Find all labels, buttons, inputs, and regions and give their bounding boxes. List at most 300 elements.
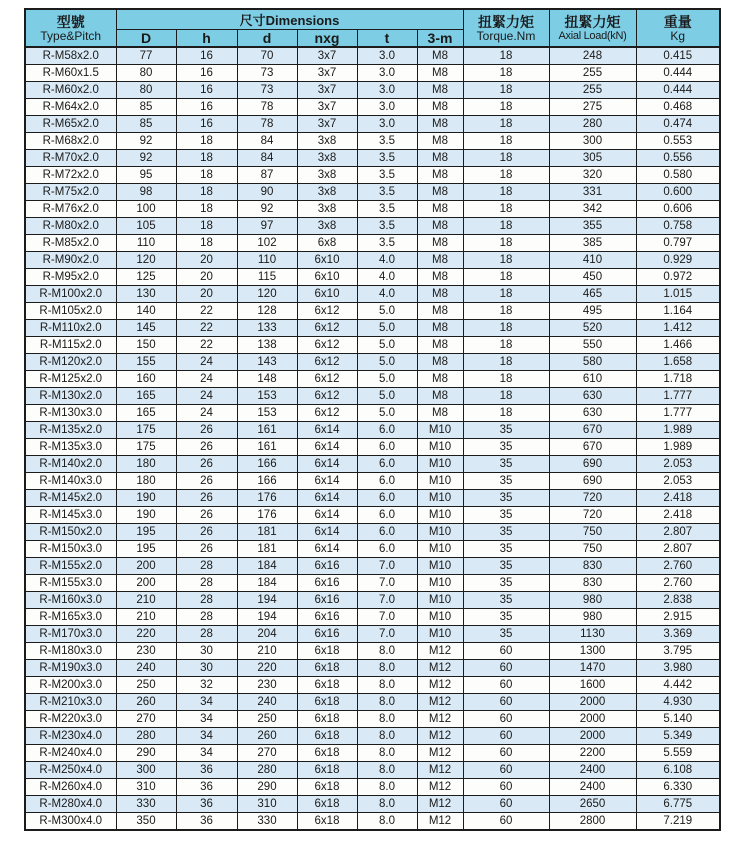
cell-d: 176	[237, 507, 297, 524]
cell-nxg: 3x8	[297, 133, 357, 150]
cell-nxg: 6x18	[297, 728, 357, 745]
cell-D: 100	[116, 201, 176, 218]
cell-weight-kg: 5.140	[636, 711, 720, 728]
cell-axial-load-kn: 2400	[549, 762, 636, 779]
cell-3-m: M10	[417, 507, 463, 524]
cell-torque-nm: 35	[463, 609, 549, 626]
cell-D: 92	[116, 150, 176, 167]
cell-h: 18	[176, 133, 237, 150]
cell-nxg: 6x18	[297, 660, 357, 677]
cell-3-m: M8	[417, 150, 463, 167]
table-row	[25, 524, 720, 541]
cell-t: 3.5	[357, 201, 417, 218]
cell-D: 195	[116, 541, 176, 558]
table-row	[25, 337, 720, 354]
cell-axial-load-kn: 450	[549, 269, 636, 286]
cell-t: 4.0	[357, 269, 417, 286]
cell-axial-load-kn: 830	[549, 558, 636, 575]
cell-h: 36	[176, 813, 237, 831]
cell-nxg: 6x16	[297, 609, 357, 626]
cell-h: 36	[176, 779, 237, 796]
cell-h: 34	[176, 745, 237, 762]
cell-3-m: M12	[417, 728, 463, 745]
table-row	[25, 286, 720, 303]
cell-weight-kg: 0.444	[636, 82, 720, 99]
cell-nxg: 3x7	[297, 65, 357, 82]
cell-nxg: 6x18	[297, 779, 357, 796]
cell-type: R-M230x4.0	[25, 728, 116, 745]
cell-d: 240	[237, 694, 297, 711]
cell-3-m: M8	[417, 269, 463, 286]
cell-3-m: M12	[417, 762, 463, 779]
cell-h: 16	[176, 82, 237, 99]
cell-h: 30	[176, 643, 237, 660]
cell-d: 148	[237, 371, 297, 388]
cell-nxg: 6x12	[297, 405, 357, 422]
cell-weight-kg: 0.797	[636, 235, 720, 252]
cell-axial-load-kn: 720	[549, 490, 636, 507]
cell-d: 70	[237, 47, 297, 65]
cell-nxg: 6x8	[297, 235, 357, 252]
cell-h: 34	[176, 711, 237, 728]
cell-nxg: 6x18	[297, 796, 357, 813]
cell-d: 78	[237, 99, 297, 116]
cell-weight-kg: 0.606	[636, 201, 720, 218]
cell-d: 78	[237, 116, 297, 133]
cell-type: R-M75x2.0	[25, 184, 116, 201]
cell-axial-load-kn: 2200	[549, 745, 636, 762]
cell-axial-load-kn: 2650	[549, 796, 636, 813]
cell-h: 36	[176, 762, 237, 779]
cell-t: 3.5	[357, 133, 417, 150]
table-row	[25, 422, 720, 439]
cell-torque-nm: 60	[463, 694, 549, 711]
cell-nxg: 6x12	[297, 337, 357, 354]
cell-type: R-M120x2.0	[25, 354, 116, 371]
cell-D: 195	[116, 524, 176, 541]
cell-h: 28	[176, 558, 237, 575]
cell-D: 77	[116, 47, 176, 65]
torque-header-en: Torque.Nm	[476, 28, 536, 43]
cell-nxg: 6x18	[297, 694, 357, 711]
cell-type: R-M68x2.0	[25, 133, 116, 150]
cell-torque-nm: 18	[463, 65, 549, 82]
cell-d: 97	[237, 218, 297, 235]
cell-weight-kg: 0.600	[636, 184, 720, 201]
cell-weight-kg: 2.838	[636, 592, 720, 609]
cell-d: 330	[237, 813, 297, 831]
cell-t: 5.0	[357, 405, 417, 422]
cell-nxg: 3x7	[297, 47, 357, 65]
cell-d: 153	[237, 405, 297, 422]
cell-nxg: 6x12	[297, 388, 357, 405]
cell-nxg: 6x18	[297, 813, 357, 831]
cell-t: 6.0	[357, 541, 417, 558]
table-row	[25, 439, 720, 456]
cell-t: 3.0	[357, 47, 417, 65]
cell-weight-kg: 0.415	[636, 47, 720, 65]
cell-nxg: 6x18	[297, 711, 357, 728]
cell-torque-nm: 18	[463, 354, 549, 371]
cell-type: R-M65x2.0	[25, 116, 116, 133]
cell-t: 8.0	[357, 779, 417, 796]
cell-axial-load-kn: 670	[549, 439, 636, 456]
cell-weight-kg: 1.466	[636, 337, 720, 354]
cell-t: 7.0	[357, 592, 417, 609]
axial-header-en: Axial Load(kN)	[558, 29, 627, 42]
cell-torque-nm: 18	[463, 286, 549, 303]
cell-axial-load-kn: 255	[549, 65, 636, 82]
cell-3-m: M10	[417, 592, 463, 609]
cell-t: 3.5	[357, 150, 417, 167]
cell-d: 194	[237, 609, 297, 626]
cell-D: 145	[116, 320, 176, 337]
cell-torque-nm: 18	[463, 184, 549, 201]
table-row	[25, 371, 720, 388]
cell-torque-nm: 18	[463, 337, 549, 354]
cell-axial-load-kn: 2400	[549, 779, 636, 796]
cell-weight-kg: 1.164	[636, 303, 720, 320]
cell-weight-kg: 6.775	[636, 796, 720, 813]
cell-3-m: M10	[417, 575, 463, 592]
cell-3-m: M10	[417, 541, 463, 558]
cell-D: 155	[116, 354, 176, 371]
table-row	[25, 609, 720, 626]
cell-h: 34	[176, 728, 237, 745]
table-row	[25, 626, 720, 643]
cell-t: 3.0	[357, 65, 417, 82]
cell-nxg: 6x16	[297, 575, 357, 592]
cell-h: 26	[176, 490, 237, 507]
cell-type: R-M160x3.0	[25, 592, 116, 609]
table-row	[25, 711, 720, 728]
cell-3-m: M8	[417, 337, 463, 354]
cell-3-m: M8	[417, 354, 463, 371]
cell-weight-kg: 4.442	[636, 677, 720, 694]
cell-nxg: 3x7	[297, 99, 357, 116]
cell-torque-nm: 18	[463, 388, 549, 405]
cell-3-m: M8	[417, 201, 463, 218]
cell-t: 6.0	[357, 490, 417, 507]
cell-3-m: M12	[417, 660, 463, 677]
cell-weight-kg: 5.559	[636, 745, 720, 762]
cell-3-m: M8	[417, 116, 463, 133]
cell-axial-load-kn: 2000	[549, 711, 636, 728]
cell-weight-kg: 1.718	[636, 371, 720, 388]
cell-weight-kg: 1.989	[636, 439, 720, 456]
cell-weight-kg: 2.760	[636, 558, 720, 575]
cell-d: 181	[237, 524, 297, 541]
cell-weight-kg: 0.474	[636, 116, 720, 133]
cell-weight-kg: 2.760	[636, 575, 720, 592]
table-row	[25, 677, 720, 694]
cell-d: 204	[237, 626, 297, 643]
cell-nxg: 6x10	[297, 286, 357, 303]
cell-type: R-M90x2.0	[25, 252, 116, 269]
cell-D: 310	[116, 779, 176, 796]
cell-d: 128	[237, 303, 297, 320]
table-row	[25, 643, 720, 660]
cell-h: 18	[176, 235, 237, 252]
cell-h: 22	[176, 303, 237, 320]
cell-3-m: M12	[417, 677, 463, 694]
cell-weight-kg: 3.980	[636, 660, 720, 677]
cell-3-m: M8	[417, 303, 463, 320]
cell-type: R-M85x2.0	[25, 235, 116, 252]
cell-nxg: 6x14	[297, 507, 357, 524]
cell-t: 8.0	[357, 643, 417, 660]
cell-torque-nm: 18	[463, 99, 549, 116]
cell-3-m: M10	[417, 490, 463, 507]
cell-t: 3.5	[357, 167, 417, 184]
cell-t: 6.0	[357, 473, 417, 490]
cell-weight-kg: 5.349	[636, 728, 720, 745]
cell-D: 165	[116, 388, 176, 405]
table-row	[25, 201, 720, 218]
cell-d: 270	[237, 745, 297, 762]
cell-axial-load-kn: 980	[549, 592, 636, 609]
cell-h: 26	[176, 439, 237, 456]
weight-header-cn: 重量	[663, 13, 692, 30]
cell-nxg: 6x14	[297, 439, 357, 456]
cell-torque-nm: 60	[463, 813, 549, 831]
cell-d: 166	[237, 473, 297, 490]
table-row	[25, 150, 720, 167]
cell-D: 120	[116, 252, 176, 269]
cell-weight-kg: 0.444	[636, 65, 720, 82]
cell-t: 4.0	[357, 286, 417, 303]
cell-weight-kg: 1.777	[636, 405, 720, 422]
cell-h: 26	[176, 507, 237, 524]
cell-weight-kg: 0.972	[636, 269, 720, 286]
col-header-dimensions: 尺寸Dimensions	[116, 9, 463, 30]
table-row	[25, 303, 720, 320]
cell-weight-kg: 0.556	[636, 150, 720, 167]
cell-nxg: 6x14	[297, 524, 357, 541]
cell-type: R-M300x4.0	[25, 813, 116, 831]
cell-nxg: 6x14	[297, 422, 357, 439]
cell-D: 92	[116, 133, 176, 150]
col-header-type-pitch	[25, 9, 116, 47]
col-header-weight	[636, 9, 720, 47]
cell-type: R-M72x2.0	[25, 167, 116, 184]
cell-h: 28	[176, 609, 237, 626]
cell-torque-nm: 18	[463, 47, 549, 65]
cell-torque-nm: 18	[463, 269, 549, 286]
cell-3-m: M8	[417, 388, 463, 405]
cell-weight-kg: 3.795	[636, 643, 720, 660]
cell-axial-load-kn: 342	[549, 201, 636, 218]
cell-torque-nm: 18	[463, 405, 549, 422]
cell-torque-nm: 35	[463, 592, 549, 609]
cell-axial-load-kn: 2000	[549, 694, 636, 711]
cell-axial-load-kn: 750	[549, 541, 636, 558]
cell-type: R-M64x2.0	[25, 99, 116, 116]
col-header-torque	[463, 9, 549, 47]
cell-axial-load-kn: 2000	[549, 728, 636, 745]
cell-h: 26	[176, 422, 237, 439]
cell-axial-load-kn: 255	[549, 82, 636, 99]
cell-type: R-M70x2.0	[25, 150, 116, 167]
cell-weight-kg: 1.658	[636, 354, 720, 371]
cell-3-m: M8	[417, 167, 463, 184]
cell-axial-load-kn: 690	[549, 473, 636, 490]
cell-d: 230	[237, 677, 297, 694]
cell-torque-nm: 60	[463, 779, 549, 796]
cell-D: 210	[116, 592, 176, 609]
cell-torque-nm: 18	[463, 235, 549, 252]
table-row	[25, 779, 720, 796]
col-header-D: D	[116, 30, 176, 48]
cell-d: 138	[237, 337, 297, 354]
cell-h: 22	[176, 320, 237, 337]
cell-D: 220	[116, 626, 176, 643]
cell-nxg: 6x12	[297, 303, 357, 320]
table-row	[25, 558, 720, 575]
cell-type: R-M155x3.0	[25, 575, 116, 592]
cell-type: R-M60x1.5	[25, 65, 116, 82]
cell-axial-load-kn: 280	[549, 116, 636, 133]
cell-D: 95	[116, 167, 176, 184]
cell-type: R-M80x2.0	[25, 218, 116, 235]
cell-weight-kg: 1.015	[636, 286, 720, 303]
cell-d: 184	[237, 575, 297, 592]
cell-nxg: 6x16	[297, 592, 357, 609]
table-row	[25, 762, 720, 779]
cell-t: 7.0	[357, 558, 417, 575]
cell-3-m: M8	[417, 82, 463, 99]
cell-torque-nm: 35	[463, 575, 549, 592]
cell-h: 24	[176, 405, 237, 422]
table-row	[25, 575, 720, 592]
cell-d: 176	[237, 490, 297, 507]
cell-axial-load-kn: 385	[549, 235, 636, 252]
type-header-cn: 型號	[56, 13, 85, 30]
cell-torque-nm: 35	[463, 558, 549, 575]
table-body	[25, 47, 720, 830]
cell-torque-nm: 60	[463, 762, 549, 779]
cell-3-m: M10	[417, 422, 463, 439]
cell-t: 6.0	[357, 439, 417, 456]
cell-torque-nm: 60	[463, 745, 549, 762]
cell-type: R-M190x3.0	[25, 660, 116, 677]
cell-type: R-M240x4.0	[25, 745, 116, 762]
cell-h: 24	[176, 371, 237, 388]
table-row	[25, 47, 720, 65]
cell-torque-nm: 35	[463, 626, 549, 643]
cell-axial-load-kn: 320	[549, 167, 636, 184]
cell-3-m: M8	[417, 235, 463, 252]
cell-type: R-M110x2.0	[25, 320, 116, 337]
cell-axial-load-kn: 670	[549, 422, 636, 439]
cell-type: R-M150x3.0	[25, 541, 116, 558]
cell-torque-nm: 18	[463, 133, 549, 150]
cell-nxg: 3x8	[297, 201, 357, 218]
table-row	[25, 82, 720, 99]
cell-D: 175	[116, 422, 176, 439]
cell-type: R-M250x4.0	[25, 762, 116, 779]
cell-D: 200	[116, 558, 176, 575]
table-row	[25, 116, 720, 133]
cell-d: 84	[237, 133, 297, 150]
cell-d: 110	[237, 252, 297, 269]
table-row	[25, 320, 720, 337]
cell-nxg: 3x7	[297, 116, 357, 133]
cell-type: R-M170x3.0	[25, 626, 116, 643]
cell-t: 5.0	[357, 320, 417, 337]
table-row	[25, 184, 720, 201]
cell-3-m: M10	[417, 456, 463, 473]
cell-h: 30	[176, 660, 237, 677]
cell-t: 3.5	[357, 218, 417, 235]
cell-D: 230	[116, 643, 176, 660]
cell-h: 26	[176, 456, 237, 473]
table-row	[25, 473, 720, 490]
cell-axial-load-kn: 550	[549, 337, 636, 354]
cell-axial-load-kn: 690	[549, 456, 636, 473]
cell-type: R-M140x3.0	[25, 473, 116, 490]
cell-axial-load-kn: 630	[549, 405, 636, 422]
cell-axial-load-kn: 1470	[549, 660, 636, 677]
table-row	[25, 541, 720, 558]
cell-axial-load-kn: 580	[549, 354, 636, 371]
cell-torque-nm: 60	[463, 796, 549, 813]
cell-type: R-M220x3.0	[25, 711, 116, 728]
cell-d: 92	[237, 201, 297, 218]
cell-type: R-M76x2.0	[25, 201, 116, 218]
cell-weight-kg: 0.580	[636, 167, 720, 184]
cell-nxg: 3x8	[297, 150, 357, 167]
cell-d: 161	[237, 439, 297, 456]
cell-d: 120	[237, 286, 297, 303]
table-row	[25, 133, 720, 150]
cell-torque-nm: 60	[463, 677, 549, 694]
cell-d: 153	[237, 388, 297, 405]
cell-D: 80	[116, 82, 176, 99]
cell-d: 84	[237, 150, 297, 167]
cell-h: 28	[176, 592, 237, 609]
cell-3-m: M12	[417, 796, 463, 813]
cell-h: 28	[176, 575, 237, 592]
cell-h: 20	[176, 286, 237, 303]
axial-header-cn: 扭緊力矩	[564, 13, 621, 30]
cell-torque-nm: 18	[463, 201, 549, 218]
cell-d: 102	[237, 235, 297, 252]
cell-D: 180	[116, 473, 176, 490]
cell-weight-kg: 2.915	[636, 609, 720, 626]
cell-h: 32	[176, 677, 237, 694]
cell-3-m: M10	[417, 626, 463, 643]
cell-t: 5.0	[357, 303, 417, 320]
cell-D: 290	[116, 745, 176, 762]
cell-type: R-M130x2.0	[25, 388, 116, 405]
cell-d: 73	[237, 65, 297, 82]
cell-t: 3.0	[357, 116, 417, 133]
cell-D: 125	[116, 269, 176, 286]
cell-d: 166	[237, 456, 297, 473]
cell-type: R-M140x2.0	[25, 456, 116, 473]
cell-t: 8.0	[357, 677, 417, 694]
cell-type: R-M200x3.0	[25, 677, 116, 694]
cell-d: 115	[237, 269, 297, 286]
cell-h: 22	[176, 337, 237, 354]
cell-h: 36	[176, 796, 237, 813]
cell-D: 85	[116, 116, 176, 133]
cell-3-m: M12	[417, 643, 463, 660]
cell-d: 161	[237, 422, 297, 439]
cell-nxg: 6x12	[297, 371, 357, 388]
cell-D: 85	[116, 99, 176, 116]
